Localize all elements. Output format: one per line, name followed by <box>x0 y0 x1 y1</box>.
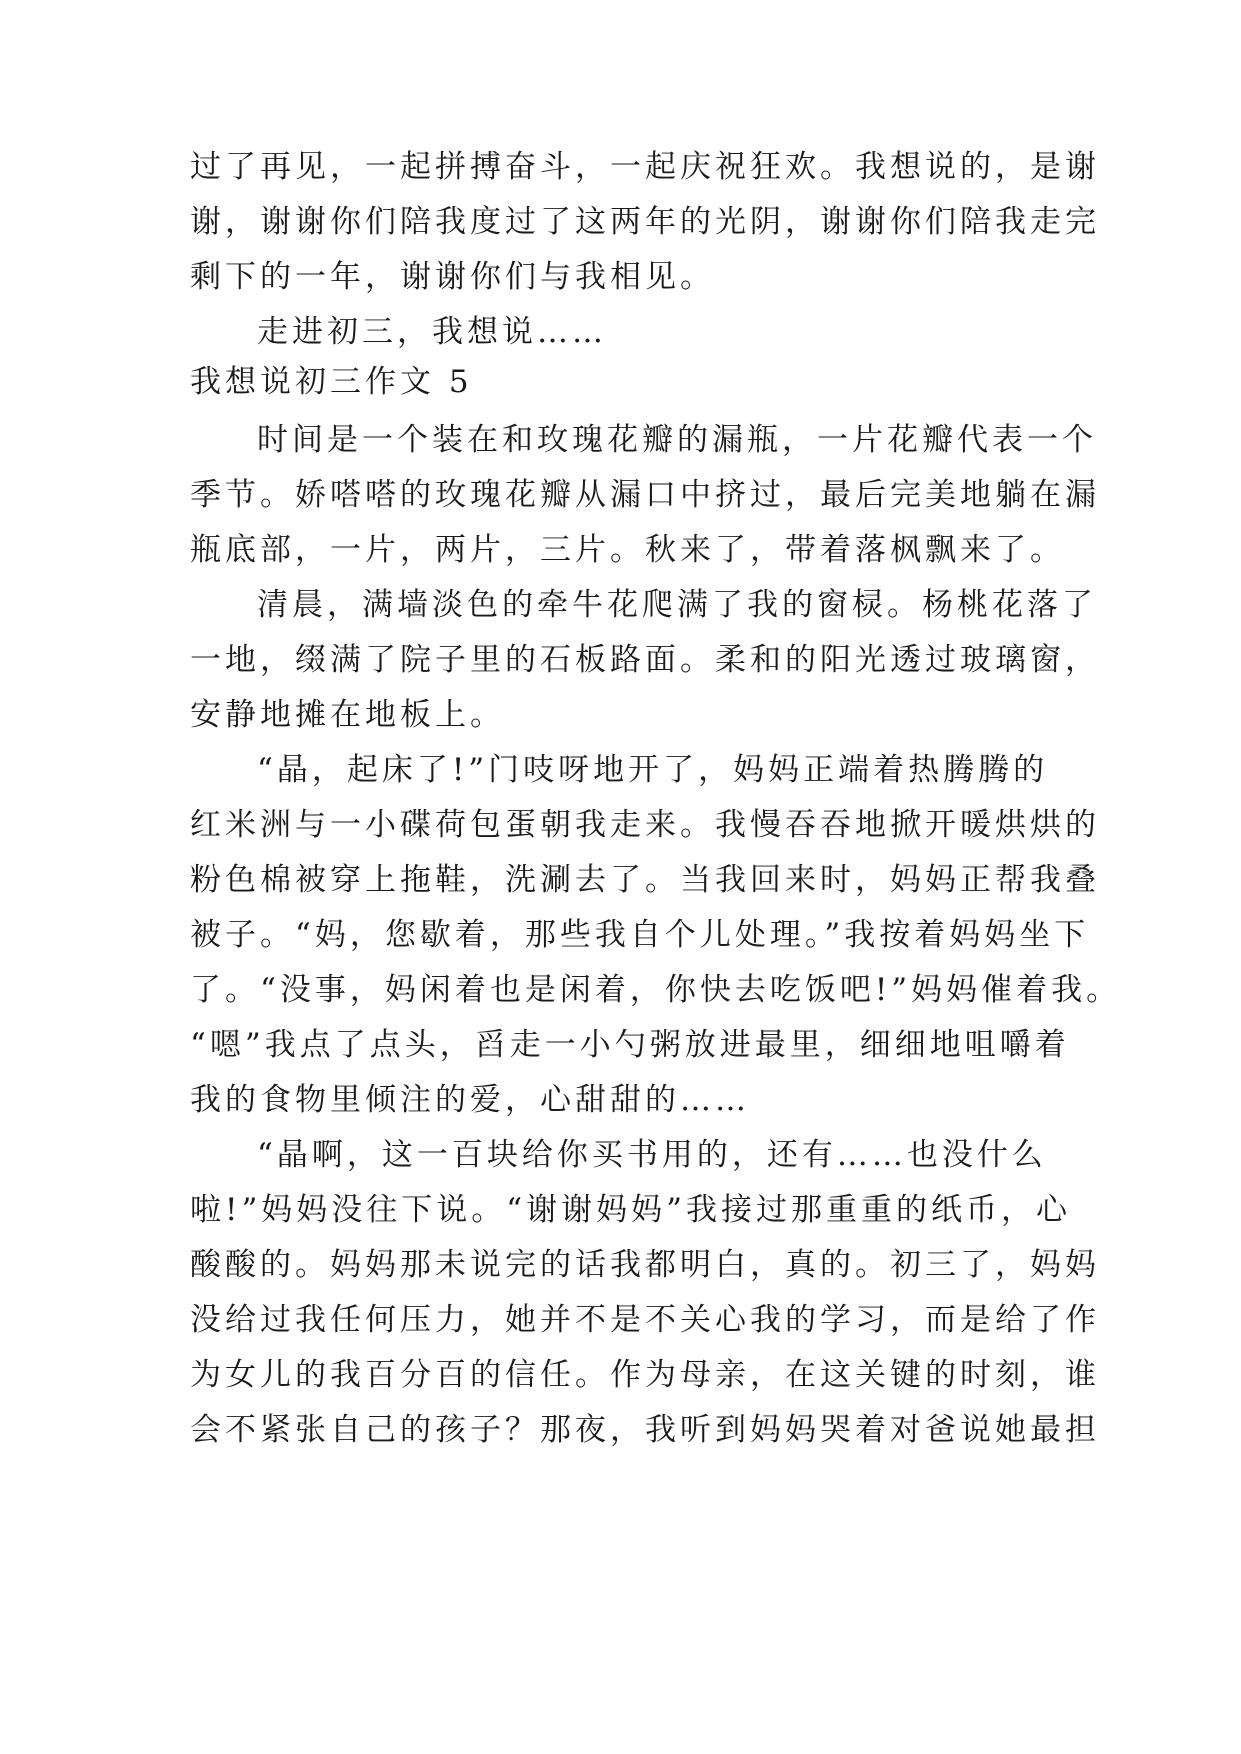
text-line: 没给过我任何压力，她并不是不关心我的学习，而是给了作 <box>190 1302 1100 1338</box>
text-line: 会不紧张自己的孩子？那夜，我听到妈妈哭着对爸说她最担 <box>190 1412 1100 1448</box>
text-line: 过了再见，一起拼搏奋斗，一起庆祝狂欢。我想说的，是谢 <box>190 149 1100 185</box>
text-line: 红米洲与一小碟荷包蛋朝我走来。我慢吞吞地掀开暖烘烘的 <box>190 807 1100 843</box>
text-line: 酸酸的。妈妈那未说完的话我都明白，真的。初三了，妈妈 <box>190 1247 1100 1283</box>
text-line: 剩下的一年，谢谢你们与我相见。 <box>190 259 715 295</box>
paragraph-line: “晶啊，这一百块给你买书用的，还有……也没什么 <box>257 1137 1047 1173</box>
text-line: 粉色棉被穿上拖鞋，洗涮去了。当我回来时，妈妈正帮我叠 <box>190 862 1100 898</box>
section-heading: 我想说初三作文 5 <box>190 364 473 400</box>
text-line: 一地，缀满了院子里的石板路面。柔和的阳光透过玻璃窗， <box>190 642 1100 678</box>
paragraph-line: 时间是一个装在和玫瑰花瓣的漏瓶，一片花瓣代表一个 <box>257 422 1097 458</box>
text-line: 季节。娇嗒嗒的玫瑰花瓣从漏口中挤过，最后完美地躺在漏 <box>190 477 1100 513</box>
paragraph-line: “晶，起床了!”门吱呀地开了，妈妈正端着热腾腾的 <box>257 752 1049 788</box>
paragraph-line: 走进初三，我想说…… <box>257 314 607 350</box>
text-line: “嗯”我点了点头，舀走一小勺粥放进最里，细细地咀嚼着 <box>190 1027 1070 1063</box>
paragraph-line: 清晨，满墙淡色的牵牛花爬满了我的窗棂。杨桃花落了 <box>257 587 1097 623</box>
text-line: 安静地摊在地板上。 <box>190 697 505 733</box>
text-line: 啦!”妈妈没往下说。“谢谢妈妈”我接过那重重的纸币，心 <box>190 1192 1071 1228</box>
text-line: 了。“没事，妈闲着也是闲着，你快去吃饭吧!”妈妈催着我。 <box>190 972 1122 1008</box>
text-line: 为女儿的我百分百的信任。作为母亲，在这关键的时刻，谁 <box>190 1357 1100 1393</box>
text-line: 我的食物里倾注的爱，心甜甜的…… <box>190 1082 750 1118</box>
text-line: 谢，谢谢你们陪我度过了这两年的光阴，谢谢你们陪我走完 <box>190 204 1100 240</box>
text-line: 被子。“妈，您歇着，那些我自个儿处理。”我按着妈妈坐下 <box>190 917 1090 953</box>
text-line: 瓶底部，一片，两片，三片。秋来了，带着落枫飘来了。 <box>190 532 1065 568</box>
